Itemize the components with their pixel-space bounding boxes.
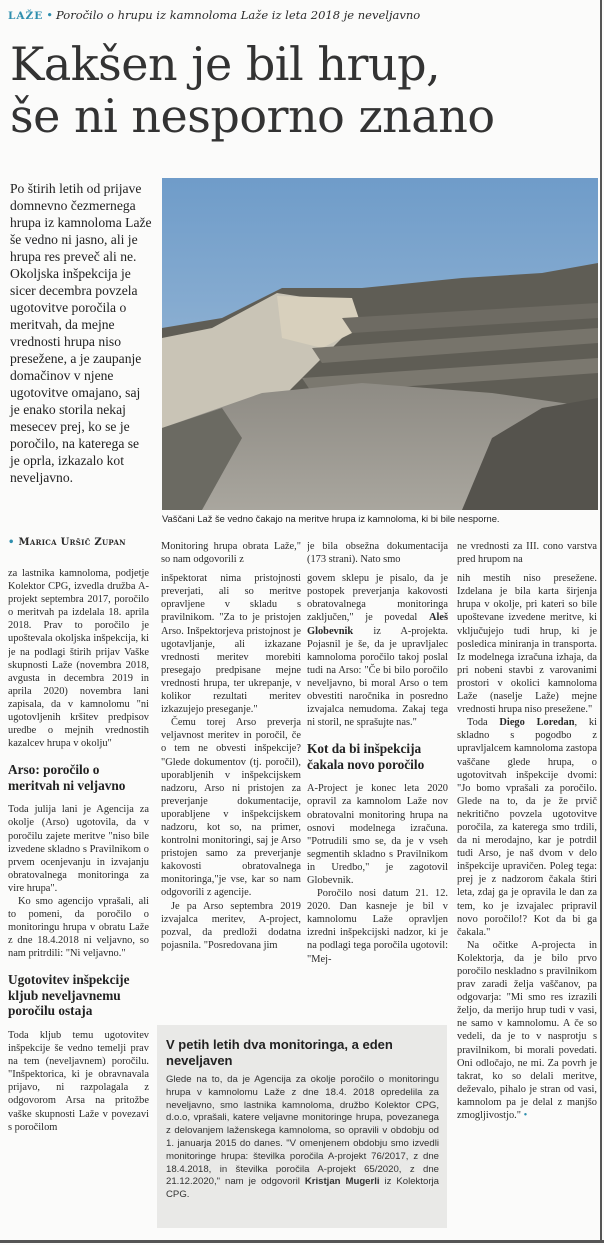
person-name: Aleš Globevnik — [307, 612, 448, 637]
paragraph — [8, 803, 149, 895]
text-run: Ko smo agencijo vprašali, ali to pomeni, da poročilo o monitoringu hrupa v obratu Laže z dne 18.4.2018 ni veljavno, so nam pritrdili: "Ni veljavno." — [8, 895, 149, 960]
paragraph — [8, 1029, 149, 1134]
headline — [10, 38, 495, 142]
article-column-1 — [8, 567, 149, 1235]
byline — [8, 537, 126, 548]
text-run: ne vrednosti za III. cono varstva pred hrupom na — [457, 541, 597, 566]
paragraph — [161, 900, 301, 952]
section-label: LAŽE — [8, 10, 44, 22]
text-run: Čemu torej Arso preverja veljavnost meritev in poročil, če o tem ne obvesti inšpekcije? "Glede dokumentov (tj. poročil), uporabljenih v inšpekcijskem nadzoru, Arso ni pristojen za preverjanje dokumentacije, uporabljene v inšpekcijskem nadzoru, kot so, na primer, kontrolni monitoringi, saj je Arso pristojen samo za preverjanje kakovosti obratovalnega monitoringa,"je vse, kar so nam odgovorili z agencije. — [161, 717, 301, 899]
headline-line-1: Kakšen je bil hrup, — [10, 37, 441, 91]
text-run: Poročilo nosi datum 21. 12. 2020. Dan kasneje je bil v kamnolomu Laže opravljen izredni inšpekcijski nadzor, ki je na podlagi tega poročila ugotovil: "Mej- — [307, 888, 448, 965]
paragraph — [457, 939, 597, 1122]
text-run: , ki skladno s pogodbo z upravljalcem kamnoloma zastopa vaščane glede hrupa, o ugotovitvah inšpekcije dvomi: "Jo bomo vprašali za poročilo. Glede na to, da je že prvič nekritično povzela ugotovitve poročila, za katerega smo trdili, da ni merodajno, kar je potrdil tudi Arso, je naš dvom v delo inšpekcije upravičen. Poleg tega: prej je z nadzorom čakala štiri leta, zdaj ga je opravila le dan za tem, ko je izvajalec pripravil novo poročilo!? Kot da bi ga čakala." — [457, 717, 597, 938]
kicker — [8, 8, 420, 22]
article-column-3 — [307, 540, 448, 1020]
text-run: govem sklepu je pisalo, da je postopek preverjanja kakovosti obratovalnega monitoringa zaključen," je povedal — [307, 573, 448, 624]
subheading: Kot da bi inšpekcija čakala novo poročilo — [307, 741, 425, 772]
sidebar-box — [157, 1025, 447, 1228]
paragraph — [8, 567, 149, 750]
scan-edge-bottom — [0, 1240, 604, 1243]
sidebar-box-title: V petih letih dva monitoringa, a eden neveljaven — [166, 1037, 393, 1068]
text-run: nih mestih niso presežene. Izdelana je bila karta širjenja hrupa v okolje, pri kateri so bile upoštevane izvedene meritve, ki vključujejo tudi hrup, ki je posledica miniranja in transporta. Iz modelnega izračuna izhaja, da pri nobeni stavbi z varovanimi prostori v okolici kamnoloma Laže (naselje Laže) mejne vrednosti hrupa niso presežene." — [457, 573, 597, 716]
paragraph — [457, 540, 597, 566]
paragraph — [457, 716, 597, 939]
text-run: iz Kolektorja CPG. — [166, 1176, 440, 1201]
photo-caption: Vaščani Laž še vedno čakajo na meritve hrupa iz kamnoloma, ki bi bile nesporne. — [162, 513, 500, 524]
person-name: Kristjan Mugerli — [304, 1176, 380, 1188]
lead-paragraph: Po štirih letih od prijave domnevno čezmernega hrupa iz kamnoloma Laže še vedno ni jasno, ali je hrupa res preveč ali ne. Okoljska inšpekcija je sicer decembra povzela ugotovitve poročila o meritvah, da mejne vrednosti hrupa niso presežene, a je zaupanje domačinov v njene ugotovitve omajano, saj je enako storila nekaj mesecev prej, ko se je poročilo, na katerega se je oprla, izkazalo kot neveljavno. — [10, 181, 152, 485]
text-run: inšpektorat nima pristojnosti preverjati, ali so meritve opravljene v skladu s pravilnikom. "Za to je pristojen Arso. Inšpektorjeva pristojnost je ugotavljanje, ali izkazane vrednosti meritev morebiti presegajo predpisane mejne vrednosti hrupa, ter ukrepanje, v kolikor rezultati meritev izkazujejo preseganje." — [161, 573, 301, 716]
kicker-text: Poročilo o hrupu iz kamnoloma Laže iz leta 2018 je neveljavno — [56, 8, 421, 22]
article-column-2 — [161, 540, 301, 1020]
text-run: Monitoring hrupa obrata Laže," so nam odgovorili z — [161, 541, 301, 566]
text-run: Toda — [467, 717, 500, 729]
subheading: Arso: poročilo o meritvah ni veljavno — [8, 762, 126, 793]
text-run: je bila obsežna dokumentacija (173 strani). Nato smo — [307, 541, 448, 566]
paragraph — [307, 540, 448, 566]
end-mark-icon: • — [521, 1110, 528, 1122]
headline-line-2: še ni nesporno znano — [10, 89, 495, 143]
text-run: Toda kljub temu ugotovitev inšpekcije še vedno temelji prav na tem (neveljavnem) poročilu. "Inšpektorica, ki je obravnavala prijavo, ni razpolagala z odgovorom Arsa na pritožbe vaške skupnosti Laže v povezavi s poročilom — [8, 1029, 149, 1133]
quarry-photo — [162, 178, 598, 510]
bullet-icon: • — [46, 8, 53, 22]
scan-edge-right — [600, 0, 602, 1242]
sidebar-box-text — [166, 1074, 439, 1202]
paragraph — [8, 895, 149, 960]
paragraph — [307, 782, 448, 887]
paragraph — [307, 572, 448, 729]
paragraph — [457, 572, 597, 716]
subheading: Ugotovitev inšpekcije kljub neveljavnemu poročilu ostaja — [8, 972, 130, 1019]
text-run: Je pa Arso septembra 2019 izvajalca meritev, A-project, pozval, da predloži dodatna pojasnila. "Posredovana jim — [161, 900, 301, 951]
text-run: Na očitke A-projecta in Kolektorja, da je bilo prvo poročilo neskladno s pravilnikom prav zaradi želja vaščanov, pa odgovarja: "Mi smo res izrazili željo, da merijo hrup tudi v vasi, ne samo v kamnolomu. A če so vedeli, da je to v nasprotju s pravilnikom, bi morali povedati. Oni odločajo, ne mi. Za povrh je takrat, ko so delali meritve, deževalo, pihalo je stran od vasi, kamnolom pa je delal z manjšo zmogljivostjo." — [457, 939, 597, 1122]
person-name: Diego Loredan — [499, 717, 575, 729]
article-column-4 — [457, 540, 597, 1230]
author-name: Marica Uršič Zupan — [18, 537, 126, 548]
text-run: A-Project je konec leta 2020 opravil za kamnolom Laže nov obratovalni monitoring hrupa na osnovi modelnega izračuna. "Potrudili smo se, da je v vseh segmentih skladno s Pravilnikom in Uredbo," je zagotovil Globevnik. — [307, 783, 448, 886]
text-run: Glede na to, da je Agencija za okolje poročilo o monitoringu hrupa v kamnolomu Laže z dne 18.4. 2018 opredelila za neveljavno, smo lastnika kamnoloma, družbo Kolektor CPG, d.o.o, vprašali, katere veljavne monitoringe hrupa, povezanega z delovanjem laženskega kamnoloma, so opravili v obdobju od 1. januarja 2015 do danes. "V omenjenem obdobju smo izvedli monitoringe hrupa: številka poročila A-projekt 76/2017, z dne 18.4.2018, in številka poročila A-projekt 65/2020, z dne 21.12.2020," nam je odgovoril — [166, 1074, 439, 1188]
paragraph — [161, 572, 301, 716]
paragraph — [161, 716, 301, 899]
text-run: Toda julija lani je Agencija za okolje (Arso) ugotovila, da v poročilu zajete meritve "niso bile izvedene skladno s Pravilnikom o prvem ocenjevanju in izvajanju obratovalnega monitoringa za vire hrupa". — [8, 804, 149, 894]
paragraph — [307, 887, 448, 966]
text-run: iz A-projekta. Pojasnil je še, da je upravljalec kamnoloma poročilo takoj poslal tudi na Arso: "Če bi bilo poročilo neveljavno, bi moral Arso o tem obvestiti naročnika in posredno izvajalca nemudoma. Zakaj tega ni storil, ne sprašujte nas." — [307, 625, 448, 729]
text-run: za lastnika kamnoloma, podjetje Kolektor CPG, izvedla družba A-projekt septembra 2017, poročilo o meritvah pa izdelala 18. aprila 2018. Prav to poročilo je upoštevala okoljska inšpekcija, ki je na podlagi štirih prijav Vaške skupnosti Laže (novembra 2018, avgusta in decembra 2019 in aprila 2020) novembra lani zapisala, da v kamnolomu "ni ugotovljenih kršitev predpisov uredbe o mejnih vrednostih kazalcev hrupa v okolju" — [8, 568, 149, 750]
paragraph — [161, 540, 301, 566]
bullet-icon: • — [8, 537, 19, 548]
